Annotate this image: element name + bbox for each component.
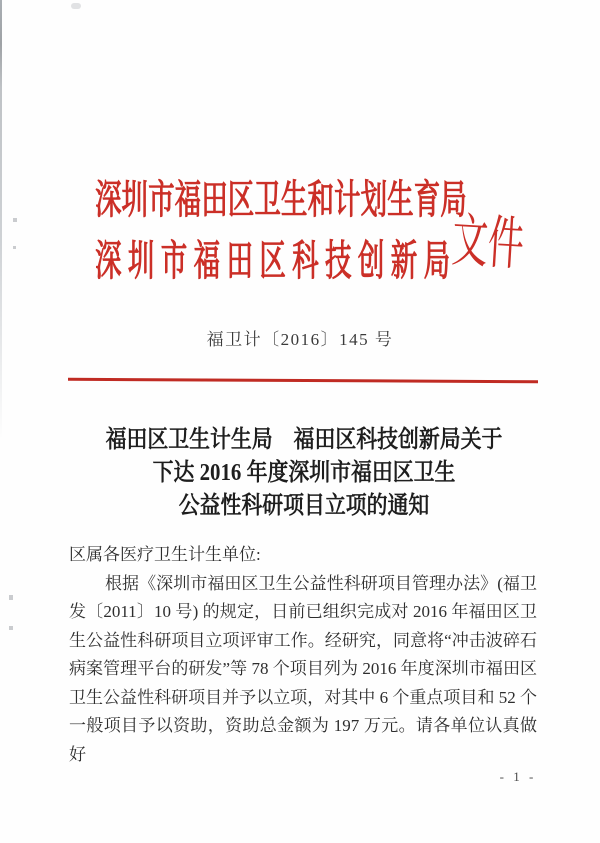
scan-edge-artifact xyxy=(0,0,2,440)
title-line-2: 下达 2016 年度深圳市福田区卫生 xyxy=(152,460,456,486)
scan-smudge-artifact xyxy=(71,3,81,9)
scan-speck-artifact xyxy=(9,595,13,600)
agency-name-line-2: 深圳市福田区科技创新局 xyxy=(95,239,457,285)
body-line: 发〔2011〕10 号) 的规定，日前已组织完成对 2016 年福田区卫 xyxy=(69,602,537,621)
page-number: - 1 - xyxy=(499,769,537,784)
document-body xyxy=(69,541,537,764)
body-line: 一般项目予以资助，资助总金额为 197 万元。请各单位认真做好 xyxy=(69,716,537,764)
scan-speck-artifact xyxy=(9,626,13,630)
body-line: 根据《深圳市福田区卫生公益性科研项目管理办法》(福卫 xyxy=(105,573,537,593)
doc-reference-number: 福卫计〔2016〕145 号 xyxy=(206,330,394,349)
body-line: 生公益性科研项目立项评审工作。经研究，同意将“冲击波碎石 xyxy=(69,630,537,650)
scan-speck-artifact xyxy=(13,246,16,249)
salutation-line: 区属各医疗卫生计生单位: xyxy=(69,545,261,564)
body-line: 病案管理平台的研发”等 78 个项目列为 2016 年度深圳市福田区 xyxy=(69,659,537,678)
scan-speck-artifact xyxy=(13,218,17,222)
body-line: 卫生公益性科研项目并予以立项，对其中 6 个重点项目和 52 个 xyxy=(69,687,537,707)
doc-type-label: 文件 xyxy=(450,207,526,278)
agency-name-line-1: 深圳市福田区卫生和计划生育局 xyxy=(95,177,467,222)
title-line-1: 福田区卫生计生局 福田区科技创新局关于 xyxy=(105,427,503,453)
red-divider-rule xyxy=(68,378,538,383)
document-title xyxy=(4,424,600,523)
title-line-3: 公益性科研项目立项的通知 xyxy=(178,493,430,519)
